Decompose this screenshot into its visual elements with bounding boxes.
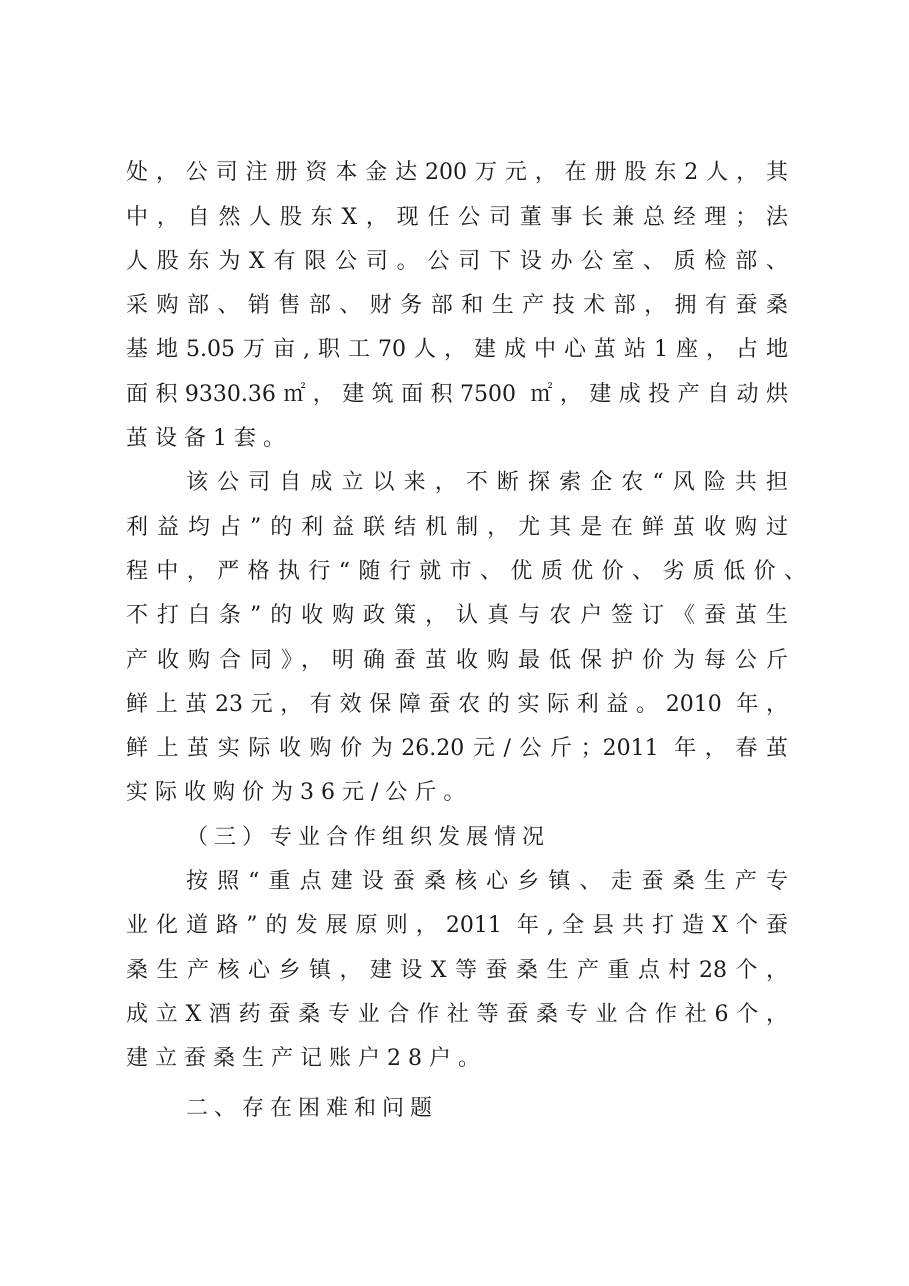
text-line-18: 业化道路”的发展原则，2011 年,全县共打造X个蚕 bbox=[126, 913, 788, 938]
text-line-14: 鲜上茧实际收购价为26.20元/公斤；2011 年，春茧 bbox=[126, 736, 788, 761]
text-line-21: 建立蚕桑生产记账户28户。 bbox=[126, 1046, 487, 1071]
text-line-10: 程中，严格执行“随行就市、优质优价、劣质低价、 bbox=[126, 559, 806, 584]
text-line-20: 成立X酒药蚕桑专业合作社等蚕桑专业合作社6个， bbox=[126, 1002, 788, 1027]
text-line-19: 桑生产核心乡镇，建设X等蚕桑生产重点村28个， bbox=[126, 958, 788, 983]
text-line-12: 产收购合同》，明确蚕茧收购最低保护价为每公斤 bbox=[126, 648, 788, 673]
text-line-3: 人股东为X有限公司。公司下设办公室、质检部、 bbox=[126, 249, 788, 274]
text-line-13: 鲜上茧23元，有效保障蚕农的实际利益。2010 年， bbox=[126, 692, 788, 717]
text-line-9: 利益均占”的利益联结机制，尤其是在鲜茧收购过 bbox=[126, 515, 788, 540]
section-heading-3: （三）专业合作组织发展情况 bbox=[186, 825, 551, 850]
text-line-6: 面积9330.36㎡，建筑面积7500 ㎡，建成投产自动烘 bbox=[126, 382, 788, 407]
text-line-11: 不打白条”的收购政策，认真与农户签订《蚕茧生 bbox=[126, 603, 788, 628]
text-line-4: 采购部、销售部、财务部和生产技术部，拥有蚕桑 bbox=[126, 293, 788, 318]
text-line-7: 茧设备1套。 bbox=[126, 426, 292, 451]
text-line-2: 中，自然人股东X，现任公司董事长兼总经理；法 bbox=[126, 205, 788, 230]
text-line-15: 实际收购价为36元/公斤。 bbox=[126, 780, 473, 805]
text-line-5: 基地5.05万亩,职工70人，建成中心茧站1座，占地 bbox=[126, 337, 788, 362]
text-line-8: 该公司自成立以来，不断探索企农“风险共担 bbox=[186, 470, 788, 495]
text-line-1: 处，公司注册资本金达200万元，在册股东2人，其 bbox=[126, 160, 788, 185]
text-line-17: 按照“重点建设蚕桑核心乡镇、走蚕桑生产专 bbox=[186, 869, 788, 894]
section-heading-2: 二、存在困难和问题 bbox=[186, 1096, 439, 1121]
